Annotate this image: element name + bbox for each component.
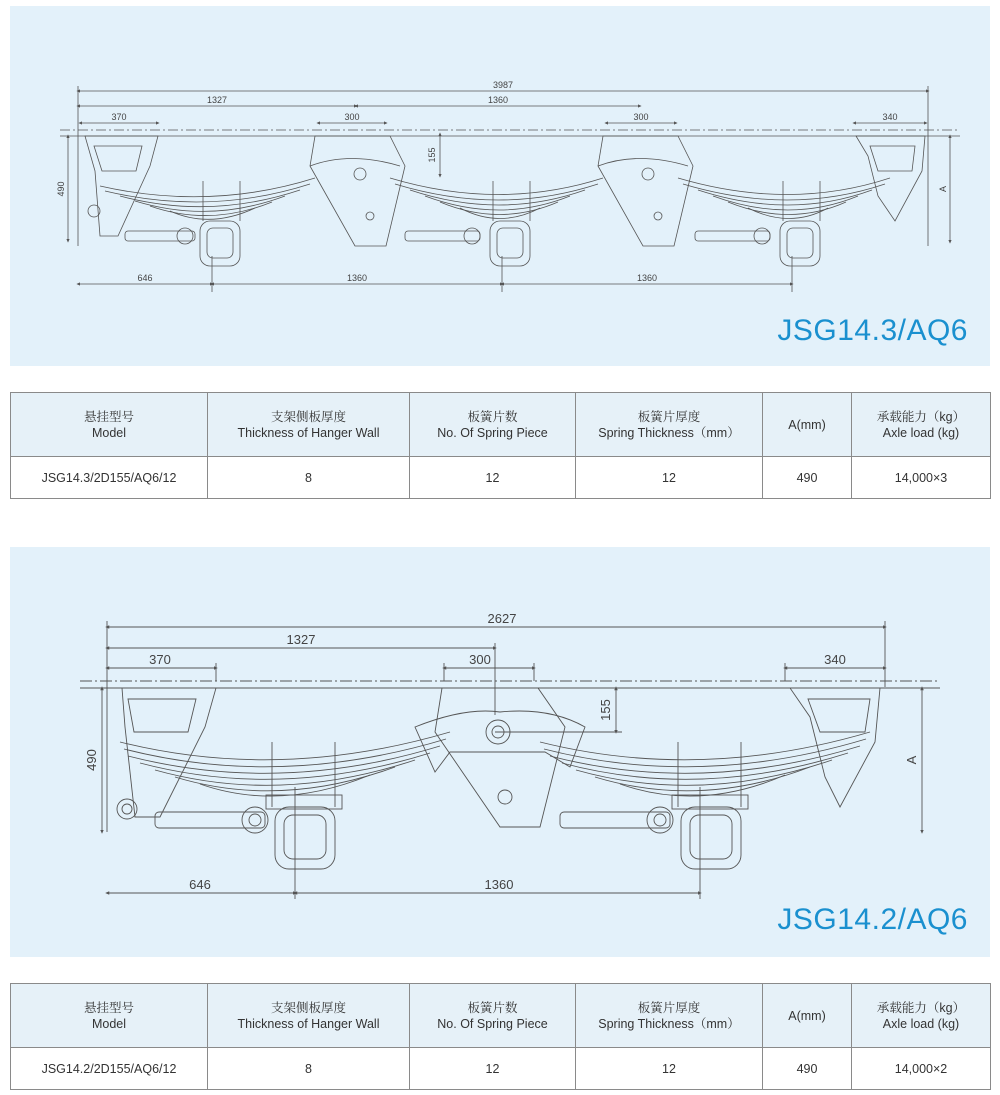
model-title: JSG14.3/AQ6 (777, 314, 968, 347)
header-hanger-thickness: 支架侧板厚度 Thickness of Hanger Wall (208, 984, 410, 1048)
header-model: 悬挂型号 Model (11, 984, 208, 1048)
dim-height: 490 (84, 749, 99, 771)
cell-spring-pieces: 12 (410, 1048, 576, 1090)
dim-axle-spacing-2: 1360 (636, 273, 658, 283)
dim-overall: 3987 (492, 80, 514, 90)
header-axle-load: 承载能力（kg） Axle load (kg) (852, 984, 991, 1048)
header-a: A(mm) (763, 393, 852, 457)
model-title: JSG14.2/AQ6 (777, 903, 968, 936)
dim-rear-hanger: 340 (882, 112, 898, 122)
header-hanger-thickness: 支架侧板厚度 Thickness of Hanger Wall (208, 393, 410, 457)
cell-axle-load: 14,000×2 (852, 1048, 991, 1090)
drawing-panel-tri-axle (10, 6, 990, 366)
dim-axle-spacing-1: 1360 (346, 273, 368, 283)
dim-spacing-2: 1360 (487, 95, 509, 105)
cell-hanger-thickness: 8 (208, 457, 410, 499)
dim-rear-hanger: 340 (824, 652, 846, 667)
table-row (11, 457, 991, 499)
header-model: 悬挂型号 Model (11, 393, 208, 457)
dim-front-offset: 646 (189, 877, 211, 892)
header-spring-thickness: 板簧片厚度 Spring Thickness（mm） (576, 393, 763, 457)
suspension-drawing-tandem-axle (10, 547, 990, 957)
spec-table-header-row (11, 393, 991, 457)
dim-hanger-drop: 155 (427, 147, 437, 163)
dim-mid-hanger-2: 300 (633, 112, 649, 122)
dim-height-a: A (938, 185, 948, 193)
spec-table (10, 392, 991, 499)
cell-spring-thickness: 12 (576, 457, 763, 499)
dim-front-offset: 646 (137, 273, 153, 283)
dim-front-hanger: 370 (149, 652, 171, 667)
cell-model: JSG14.3/2D155/AQ6/12 (11, 457, 208, 499)
dim-height: 490 (56, 181, 66, 197)
drawing-panel-tandem-axle (10, 547, 990, 957)
dim-mid-hanger-1: 300 (469, 652, 491, 667)
header-a: A(mm) (763, 984, 852, 1048)
header-spring-pieces: 板簧片数 No. Of Spring Piece (410, 984, 576, 1048)
cell-hanger-thickness: 8 (208, 1048, 410, 1090)
header-spring-thickness: 板簧片厚度 Spring Thickness（mm） (576, 984, 763, 1048)
dim-axle-spacing-1: 1360 (484, 877, 514, 892)
dim-hanger-drop: 155 (598, 699, 613, 721)
spec-table (10, 983, 991, 1090)
dim-front-hanger: 370 (111, 112, 127, 122)
cell-a: 490 (763, 1048, 852, 1090)
dim-spacing-1: 1327 (206, 95, 228, 105)
header-spring-pieces: 板簧片数 No. Of Spring Piece (410, 393, 576, 457)
cell-spring-pieces: 12 (410, 457, 576, 499)
table-row (11, 1048, 991, 1090)
cell-a: 490 (763, 457, 852, 499)
dim-spacing-1: 1327 (286, 632, 316, 647)
dim-overall: 2627 (487, 611, 517, 626)
dim-mid-hanger-1: 300 (344, 112, 360, 122)
cell-model: JSG14.2/2D155/AQ6/12 (11, 1048, 208, 1090)
header-axle-load: 承载能力（kg） Axle load (kg) (852, 393, 991, 457)
cell-spring-thickness: 12 (576, 1048, 763, 1090)
spec-table-header-row (11, 984, 991, 1048)
cell-axle-load: 14,000×3 (852, 457, 991, 499)
suspension-drawing-tri-axle (10, 6, 990, 366)
dim-height-a: A (904, 755, 919, 765)
